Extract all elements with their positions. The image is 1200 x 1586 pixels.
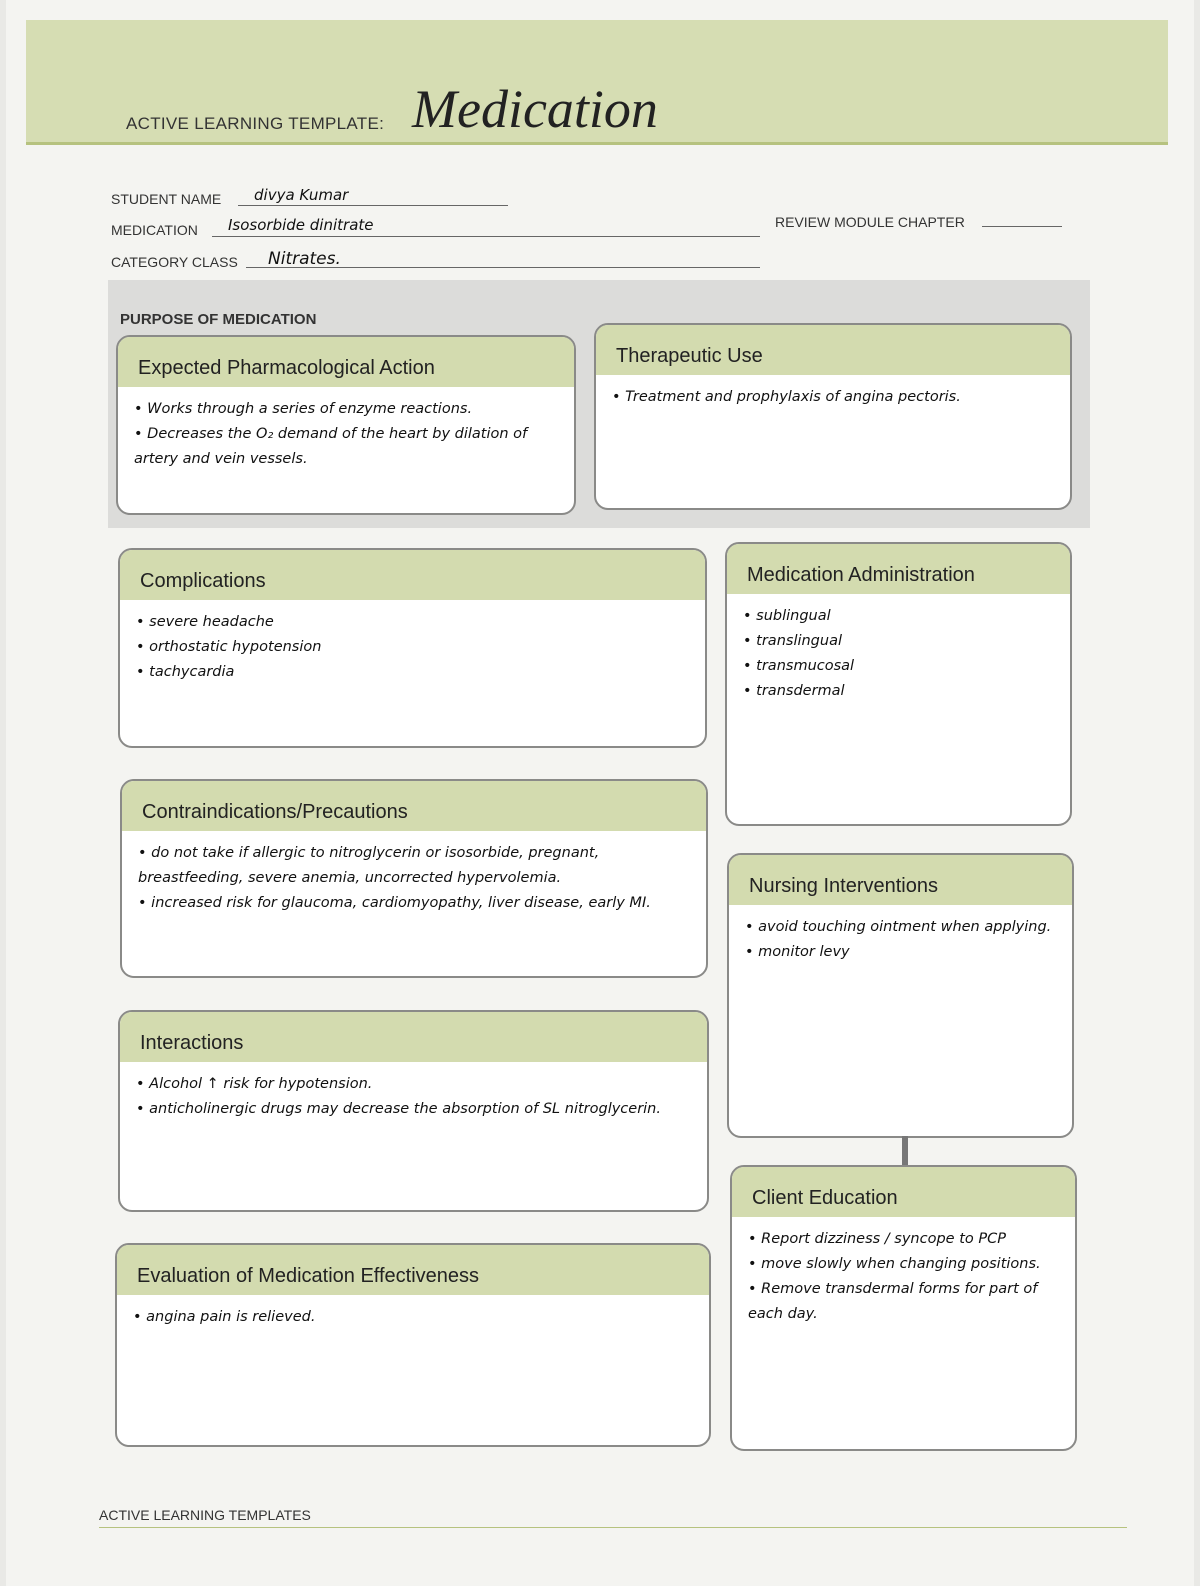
nursing-box — [727, 853, 1074, 1138]
complications-box — [118, 548, 707, 748]
list-item: • translingual — [743, 633, 842, 649]
list-item: • tachycardia — [136, 664, 235, 680]
footer-divider — [99, 1527, 1127, 1528]
list-item: • increased risk for glaucoma, cardiomyopathy, liver disease, early MI. — [138, 895, 651, 911]
footer-label: ACTIVE LEARNING TEMPLATES — [99, 1507, 311, 1523]
list-item: • Remove transdermal forms for part of each day. — [748, 1281, 1038, 1322]
list-item: • avoid touching ointment when applying. — [745, 919, 1052, 935]
list-item: • orthostatic hypotension — [136, 639, 322, 655]
medication-label: MEDICATION — [111, 222, 198, 238]
nursing-title: Nursing Interventions — [729, 855, 1072, 905]
administration-title: Medication Administration — [727, 544, 1070, 594]
list-item: • severe headache — [136, 614, 274, 630]
administration-box — [725, 542, 1072, 826]
list-item: • Treatment and prophylaxis of angina pectoris. — [612, 389, 961, 405]
list-item: • angina pain is relieved. — [133, 1309, 316, 1325]
contraindications-title: Contraindications/Precautions — [122, 781, 706, 831]
interactions-title: Interactions — [120, 1012, 707, 1062]
list-item: • anticholinergic drugs may decrease the absorption of SL nitroglycerin. — [136, 1101, 661, 1117]
template-page — [6, 0, 1194, 1586]
list-item: • Report dizziness / syncope to PCP — [748, 1231, 1006, 1247]
contraindications-box — [120, 779, 708, 978]
therapeutic-box — [594, 323, 1072, 510]
evaluation-title: Evaluation of Medication Effectiveness — [117, 1245, 709, 1295]
list-item: • sublingual — [743, 608, 831, 624]
page-title: Medication — [412, 79, 658, 139]
list-item: • transmucosal — [743, 658, 855, 674]
list-item: • monitor levy — [745, 944, 850, 960]
interactions-box — [118, 1010, 709, 1212]
header-band — [26, 20, 1168, 145]
category-field[interactable]: Nitrates. — [268, 249, 341, 269]
list-item: • do not take if allergic to nitroglycerin or isosorbide, pregnant, breastfeeding, severe anemia, uncorrected hypervolemia. — [138, 845, 600, 886]
student-name-field[interactable]: divya Kumar — [254, 186, 349, 204]
medication-field[interactable]: Isosorbide dinitrate — [228, 216, 374, 234]
list-item: • move slowly when changing positions. — [748, 1256, 1041, 1272]
list-item: • Works through a series of enzyme reactions. — [134, 401, 473, 417]
education-title: Client Education — [732, 1167, 1075, 1217]
education-box — [730, 1165, 1077, 1451]
purpose-label: PURPOSE OF MEDICATION — [120, 311, 317, 328]
template-label: ACTIVE LEARNING TEMPLATE: — [126, 114, 385, 133]
student-name-label: STUDENT NAME — [111, 191, 222, 207]
connector-line — [902, 1136, 908, 1166]
list-item: • transdermal — [743, 683, 845, 699]
list-item: • Alcohol ↑ risk for hypotension. — [136, 1076, 373, 1092]
category-label: CATEGORY CLASS — [111, 254, 238, 270]
list-item: • Decreases the O₂ demand of the heart by dilation of artery and vein vessels. — [134, 426, 528, 467]
therapeutic-title: Therapeutic Use — [596, 325, 1070, 375]
action-title: Expected Pharmacological Action — [118, 337, 574, 387]
evaluation-box — [115, 1243, 711, 1447]
review-module-label: REVIEW MODULE CHAPTER — [775, 214, 965, 230]
complications-title: Complications — [120, 550, 705, 600]
action-box — [116, 335, 576, 515]
